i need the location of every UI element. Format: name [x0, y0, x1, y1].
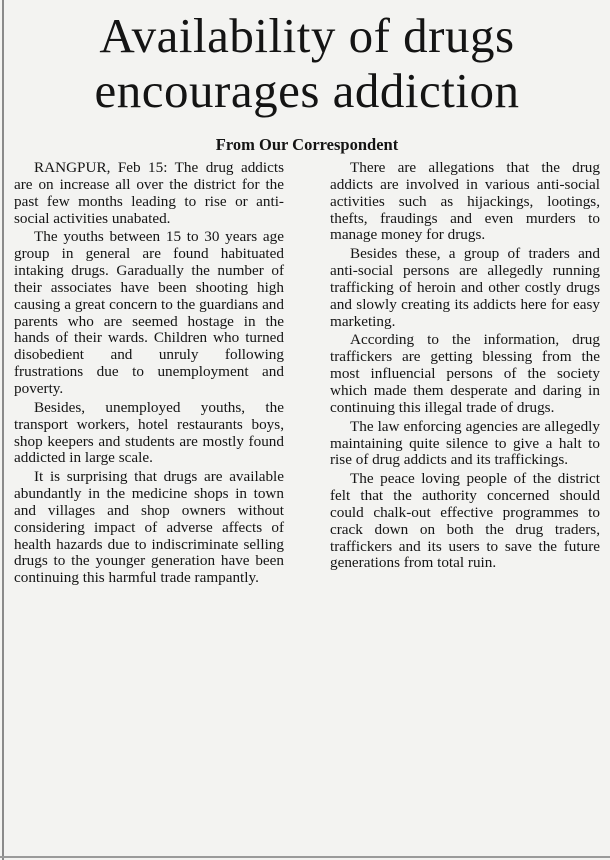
headline: [14, 8, 600, 118]
paragraph: Besides these, a group of traders and anti-social persons are allegedly running trafficking of heroin and other costly drugs and slowly creating its addicts here for easy marketing.: [330, 245, 600, 330]
paragraph: The youths between 15 to 30 years age group in general are found habituated intaking drugs. Garadually the number of their associates have been shooting high causing a great concern to the guardians and parents who are seemed hostage in the hands of their wards. Children who turned disobedient and unruly following frustrations due to unemployment and poverty.: [14, 228, 284, 397]
page-bottom-rule: [0, 856, 610, 858]
paragraph: There are allegations that the drug addicts are involved in various anti-social activities such as hijackings, lootings, thefts, fraudings and even murders to manage money for drugs.: [330, 159, 600, 244]
paragraph: It is surprising that drugs are available abundantly in the medicine shops in town and villages and shop owners without considering impact of adverse affects of health hazards due to indiscriminate selling drugs to the younger generation have been continuing this harmful trade rampantly.: [14, 468, 284, 587]
paragraph: The law enforcing agencies are allegedly maintaining quite silence to give a halt to rise of drug addicts and its traffickings.: [330, 417, 600, 469]
article-body: [14, 160, 600, 589]
newspaper-clipping: [14, 8, 600, 850]
column-left: [14, 160, 284, 589]
headline-line-1: Availability of drugs: [99, 8, 515, 63]
headline-line-2: encourages addiction: [94, 63, 520, 118]
paragraph: According to the information, drug traffickers are getting blessing from the most influencial persons of the society which made them desperate and daring in continuing this illegal trade of drugs.: [330, 331, 600, 416]
column-right: [330, 160, 600, 589]
byline: From Our Correspondent: [215, 135, 399, 154]
paragraph: Besides, unemployed youths, the transport workers, hotel restaurants boys, shop keepers and students are mostly found addicted in large scale.: [14, 398, 284, 467]
paragraph: RANGPUR, Feb 15: The drug addicts are on increase all over the district for the past few months leading to rise or anti-social activities unabated.: [14, 159, 284, 227]
paragraph: The peace loving people of the district felt that the authority concerned should could chalk-out effective programmes to crack down on both the drug traders, traffickers and its users to save the future generations from total ruin.: [330, 470, 600, 572]
page-fold-line: [2, 0, 4, 860]
